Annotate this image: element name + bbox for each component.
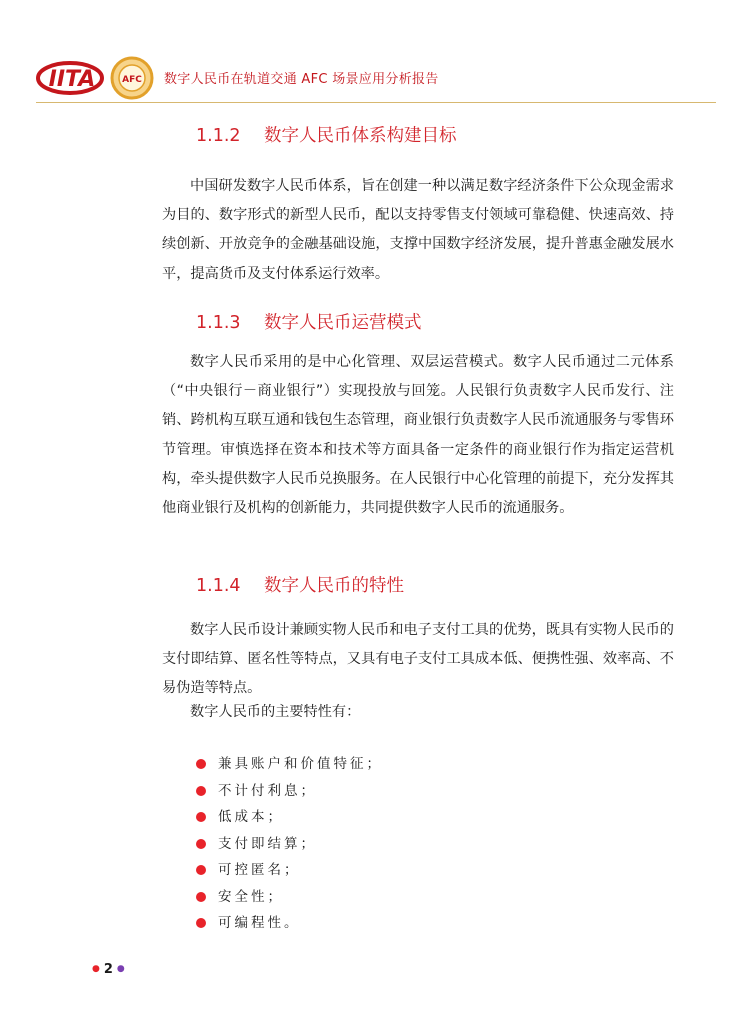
section-title: 数字人民币的特性 <box>264 576 404 596</box>
list-item-text: 可编程性。 <box>218 915 301 931</box>
iita-logo <box>36 59 108 97</box>
section-title: 数字人民币体系构建目标 <box>264 126 457 146</box>
bullet-dot-icon <box>196 786 206 796</box>
list-item-text: 不计付利息； <box>218 782 317 799</box>
report-title: 数字人民币在轨道交通 AFC 场景应用分析报告 <box>164 72 439 87</box>
section-number: 1.1.2 <box>196 126 241 146</box>
purple-dot-icon: ● <box>116 964 125 974</box>
section-heading-1-1-2 <box>196 122 457 147</box>
section-title: 数字人民币运营模式 <box>264 313 422 333</box>
list-item-text: 兼具账户和价值特征； <box>218 756 383 772</box>
afc-seal-logo <box>108 56 156 100</box>
list-intro: 数字人民币的主要特性有： <box>190 704 361 720</box>
bullet-dot-icon <box>196 865 206 875</box>
afc-seal-text: AFC <box>122 75 142 85</box>
bullet-dot-icon <box>196 892 206 902</box>
list-item <box>196 751 383 778</box>
bullet-dot-icon <box>196 812 206 822</box>
list-item <box>196 857 383 884</box>
bullet-dot-icon <box>196 918 206 928</box>
page-header <box>36 56 716 104</box>
list-item-text: 支付即结算； <box>218 835 317 852</box>
section-number: 1.1.4 <box>196 576 241 596</box>
header-divider <box>36 102 716 103</box>
section-heading-1-1-4 <box>196 572 404 597</box>
section-heading-1-1-3 <box>196 309 422 334</box>
bullet-dot-icon <box>196 839 206 849</box>
feature-list <box>196 751 383 937</box>
bullet-dot-icon <box>196 759 206 769</box>
red-dot-icon: ● <box>92 964 100 974</box>
section-paragraph: 中国研发数字人民币体系，旨在创建一种以满足数字经济条件下公众现金需求为目的、数字形式的新型人民币，配以支持零售支付领域可靠稳健、快速高效、持续创新、开放竞争的金融基础设施，支撑中国数字经济发展，提升普惠金融发展水平，提高货币及支付体系运行效率。 <box>162 178 674 282</box>
list-item <box>196 831 383 858</box>
section-paragraph: 数字人民币设计兼顾实物人民币和电子支付工具的优势，既具有实物人民币的支付即结算、匿名性等特点，又具有电子支付工具成本低、便携性强、效率高、不易伪造等特点。 <box>162 622 674 697</box>
list-item <box>196 910 383 937</box>
list-item <box>196 884 383 911</box>
section-paragraph: 数字人民币采用的是中心化管理、双层运营模式。数字人民币通过二元体系（“中央银行－商业银行”）实现投放与回笼。人民银行负责数字人民币发行、注销、跨机构互联互通和钱包生态管理，商业银行负责数字人民币流通服务与零售环节管理。审慎选择在资本和技术等方面具备一定条件的商业银行作为指定运营机构，牵头提供数字人民币兑换服务。在人民银行中心化管理的前提下，充分发挥其他商业银行及机构的创新能力，共同提供数字人民币的流通服务。 <box>162 354 674 517</box>
page-number: 2 <box>103 962 113 977</box>
page-footer <box>92 962 125 977</box>
list-item-text: 可控匿名； <box>218 862 301 878</box>
list-item-text: 安全性； <box>218 888 284 905</box>
list-item <box>196 804 383 831</box>
iita-logo-text: IITA <box>48 67 96 92</box>
list-item-text: 低成本； <box>218 809 284 825</box>
list-item <box>196 778 383 805</box>
section-number: 1.1.3 <box>196 313 241 333</box>
